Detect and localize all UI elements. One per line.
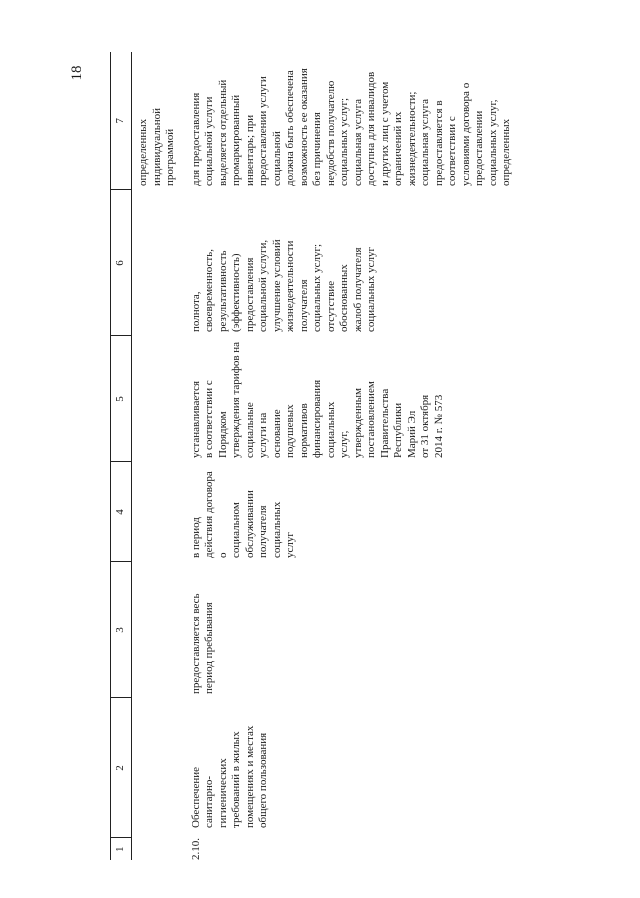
service-cost: устанавливается в соответствии с Порядком утверждения тарифов на социальные услуги на основание подушевых нормативов финансирования социальных услуг, утвержденным постановлением Правительства Республики Марий Эл от 31 октября 2014 г. № 573 xyxy=(189,341,445,458)
continuation-row xyxy=(132,52,190,860)
column-header: 3 xyxy=(111,562,132,698)
column-header: 4 xyxy=(111,462,132,562)
table-row xyxy=(190,52,514,860)
column-header: 2 xyxy=(111,698,132,838)
services-table xyxy=(110,52,514,860)
quality-indicators: полнота, своевременность, результативность (эффективность) предоставления социальной услуги, улучшение условий жизнедеятельности получателя социальных услуг; отсутствие обоснованных жалоб получателя социальных услуг xyxy=(189,239,377,332)
row-number: 2.10. xyxy=(189,838,202,860)
page-number: 18 xyxy=(69,65,85,81)
continuation-text: определенных индивидуальной программой xyxy=(137,107,176,186)
service-name: Обеспечение санитарно- гигиенических требований в жилых помещениях и местах общего пользования xyxy=(189,725,269,828)
service-term: в период действия договора о социальном обслуживании получателя социальных услуг xyxy=(189,471,296,558)
rotated-page-content xyxy=(110,52,520,860)
column-header: 1 xyxy=(111,838,132,860)
column-header: 7 xyxy=(111,52,132,190)
column-header: 5 xyxy=(111,336,132,462)
column-header: 6 xyxy=(111,190,132,336)
provision-period: предоставляется весь период пребывания xyxy=(189,593,215,694)
service-conditions: для предоставления социальной услуги выделяется отдельный промаркированный инвентарь; при предоставлении услуги социальной должна быть обеспечена возможность ее оказания без причинения неудобств получателю социальных услуг; социальная услуга доступна для инвалидов и других лиц с учетом ограничений их жизнедеятельности; социальная услуга предоставляется в соответствии с условиями договора о предоставлении социальных услуг, определенных xyxy=(189,68,512,186)
table-header-row xyxy=(111,52,132,860)
